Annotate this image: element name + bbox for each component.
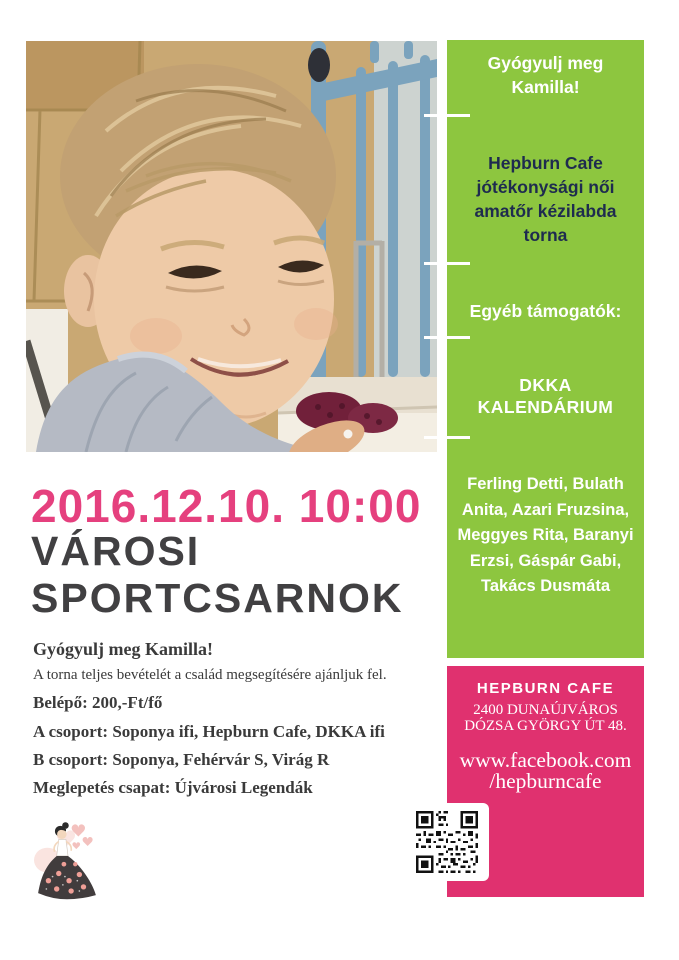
sidebar-green-panel bbox=[447, 40, 644, 658]
campaign-title: Gyógyulj meg Kamilla! bbox=[487, 53, 604, 97]
facebook-url bbox=[447, 750, 644, 792]
girl-with-hearts-illustration bbox=[34, 816, 100, 900]
venue-line-2: SPORTCSARNOK bbox=[31, 575, 404, 621]
sidebar-pink-panel bbox=[447, 666, 644, 897]
divider bbox=[424, 114, 470, 117]
facebook-url-line-1: www.facebook.com bbox=[459, 748, 632, 772]
child-portrait-photo bbox=[26, 41, 437, 452]
supporter-name: DKKA KALENDÁRIUM bbox=[477, 375, 614, 417]
address-line-1: 2400 DUNAÚJVÁROS bbox=[473, 702, 618, 718]
event-title: Hepburn Cafe jótékonysági női amatőr kézilabda torna bbox=[474, 153, 617, 245]
supporters-heading: Egyéb támogatók: bbox=[469, 301, 622, 321]
group-b: B csoport: Soponya, Fehérvár S, Virág R bbox=[33, 750, 330, 769]
brand-name: HEPBURN CAFE bbox=[476, 680, 615, 697]
group-a: A csoport: Soponya ifi, Hepburn Cafe, DKKA ifi bbox=[33, 722, 385, 741]
venue-line-1: VÁROSI bbox=[31, 528, 201, 574]
players-list: Ferling Detti, Bulath Anita, Azari Fruzsina, Meggyes Rita, Baranyi Erzsi, Gáspár Gabi, Takács Dusmáta bbox=[457, 475, 634, 595]
address-line-2: DÓZSA GYÖRGY ÚT 48. bbox=[464, 718, 627, 734]
child-photo-illustration bbox=[26, 41, 437, 452]
surprise-team: Meglepetés csapat: Újvárosi Legendák bbox=[33, 778, 313, 797]
address bbox=[447, 702, 644, 734]
girl-illustration-icon bbox=[34, 816, 100, 900]
divider bbox=[424, 436, 470, 439]
divider bbox=[424, 336, 470, 339]
event-date: 2016.12.10. 10:00 bbox=[31, 480, 422, 532]
entry-fee: Belépő: 200,-Ft/fő bbox=[33, 693, 163, 712]
facebook-url-line-2: /hepburncafe bbox=[489, 769, 602, 793]
qr-code-icon bbox=[416, 811, 478, 873]
divider bbox=[424, 262, 470, 265]
qr-code bbox=[405, 803, 489, 881]
details-description: A torna teljes bevételét a család megsegítésére ajánljuk fel. bbox=[33, 667, 387, 683]
details-title: Gyógyulj meg Kamilla! bbox=[33, 639, 213, 659]
